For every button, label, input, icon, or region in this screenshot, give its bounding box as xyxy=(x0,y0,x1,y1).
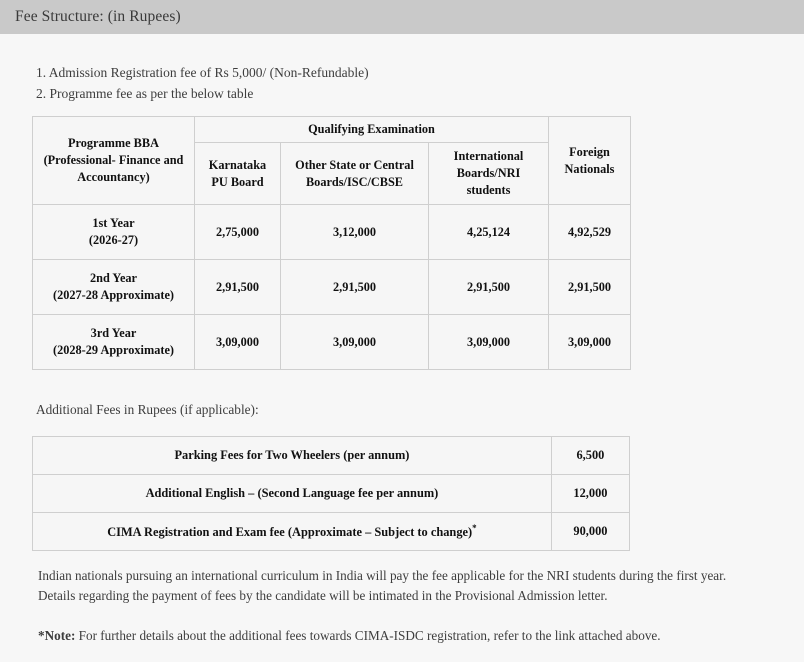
row-label-line2: (2027-28 Approximate) xyxy=(52,288,175,302)
footnote-asterisk-marker: * xyxy=(472,522,477,533)
cell-year2-karnataka: 2,91,500 xyxy=(195,260,281,315)
header-programme-line1: Programme BBA xyxy=(68,136,159,150)
programme-fee-table xyxy=(32,116,631,370)
intro-list xyxy=(36,62,636,104)
table-row xyxy=(33,315,631,370)
note-footnote-body: For further details about the additional fees towards CIMA-ISDC registration, refer to the link attached above. xyxy=(75,628,661,643)
cell-year2-other-state: 2,91,500 xyxy=(281,260,429,315)
page-title: Fee Structure: (in Rupees) xyxy=(15,8,181,25)
cell-year1-foreign: 4,92,529 xyxy=(549,205,631,260)
header-international-line2: Boards/NRI xyxy=(456,166,521,180)
note-paragraph-line-1: Indian nationals pursuing an international curriculum in India will pay the fee applicable for the NRI students during the first year. xyxy=(38,568,727,583)
row-label-line2: (2026-27) xyxy=(88,233,139,247)
header-foreign-nationals xyxy=(549,117,631,205)
header-other-state-line2: Boards/ISC/CBSE xyxy=(305,174,404,189)
additional-fee-amount-parking: 6,500 xyxy=(551,437,629,475)
header-international-line3: students xyxy=(466,183,511,197)
cell-year1-international: 4,25,124 xyxy=(429,205,549,260)
header-foreign-line2: Nationals xyxy=(564,161,615,176)
header-other-state-central xyxy=(281,143,429,205)
section-title-bar xyxy=(0,0,804,34)
table-header-row-group xyxy=(33,117,631,143)
additional-fee-description-cima xyxy=(33,513,552,551)
additional-fee-description-parking: Parking Fees for Two Wheelers (per annum) xyxy=(33,437,552,475)
cell-year3-karnataka: 3,09,000 xyxy=(195,315,281,370)
footer-notes xyxy=(38,566,783,646)
header-international-boards-nri xyxy=(429,143,549,205)
note-footnote-prefix: *Note: xyxy=(38,628,76,643)
header-karnataka-pu-board xyxy=(195,143,281,205)
note-footnote xyxy=(38,626,783,646)
additional-fee-cima-text: CIMA Registration and Exam fee (Approximate – Subject to change) xyxy=(107,525,473,540)
header-international-line1: International xyxy=(453,149,524,163)
table-row xyxy=(33,205,631,260)
cell-year2-foreign: 2,91,500 xyxy=(549,260,631,315)
cell-year2-international: 2,91,500 xyxy=(429,260,549,315)
intro-line-2: 2. Programme fee as per the below table xyxy=(36,86,254,101)
row-label-line1: 2nd Year xyxy=(89,271,138,285)
header-qualifying-examination: Qualifying Examination xyxy=(195,117,549,143)
table-row xyxy=(33,475,630,513)
table-row xyxy=(33,513,630,551)
table-row xyxy=(33,260,631,315)
cell-year1-karnataka: 2,75,000 xyxy=(195,205,281,260)
note-paragraph-line-2: Details regarding the payment of fees by the candidate will be intimated in the Provisional Admission letter. xyxy=(38,588,608,603)
additional-fee-description-english: Additional English – (Second Language fee per annum) xyxy=(33,475,552,513)
row-label-line1: 3rd Year xyxy=(90,326,137,340)
row-label-year-2 xyxy=(33,260,195,315)
header-programme-line2: (Professional- Finance and xyxy=(43,153,184,167)
intro-line-1: 1. Admission Registration fee of Rs 5,000/ (Non-Refundable) xyxy=(36,65,369,80)
additional-fee-amount-english: 12,000 xyxy=(551,475,629,513)
header-karnataka-line2: PU Board xyxy=(211,174,264,189)
additional-fees-table xyxy=(32,436,630,551)
header-other-state-line1: Other State or Central xyxy=(295,157,414,172)
cell-year1-other-state: 3,12,000 xyxy=(281,205,429,260)
cell-year3-international: 3,09,000 xyxy=(429,315,549,370)
row-label-line2: (2028-29 Approximate) xyxy=(52,343,175,357)
row-label-line1: 1st Year xyxy=(92,216,135,230)
cell-year3-foreign: 3,09,000 xyxy=(549,315,631,370)
header-programme xyxy=(33,117,195,205)
table-row xyxy=(33,437,630,475)
row-label-year-3 xyxy=(33,315,195,370)
additional-fees-label: Additional Fees in Rupees (if applicable): xyxy=(36,402,259,417)
header-foreign-line1: Foreign xyxy=(569,144,610,159)
additional-fee-amount-cima: 90,000 xyxy=(551,513,629,551)
row-label-year-1 xyxy=(33,205,195,260)
cell-year3-other-state: 3,09,000 xyxy=(281,315,429,370)
header-programme-line3: Accountancy) xyxy=(77,170,150,184)
header-karnataka-line1: Karnataka xyxy=(208,157,267,172)
